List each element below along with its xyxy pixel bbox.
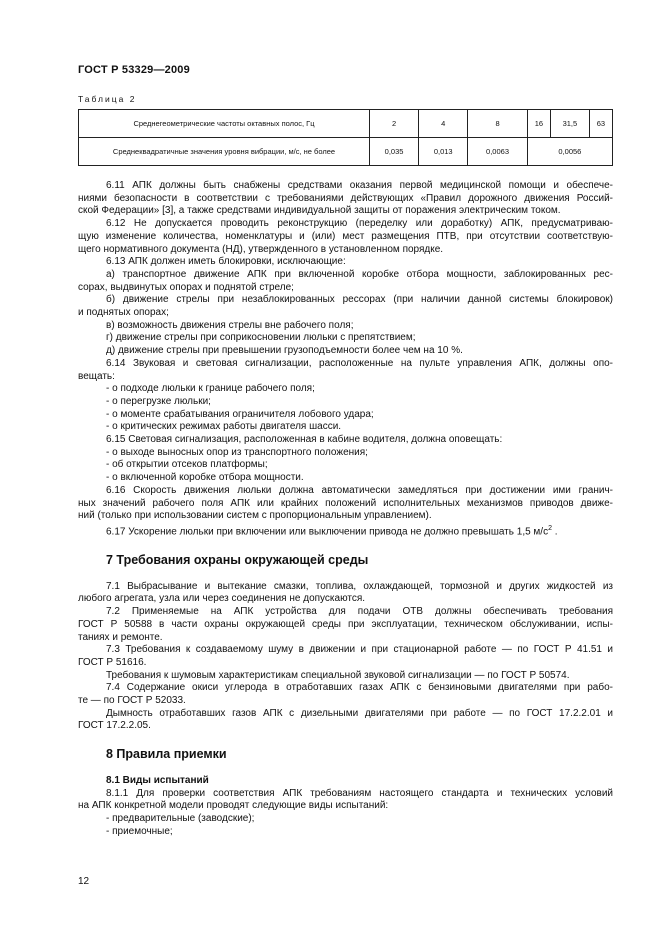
section-heading-8: 8 Правила приемки [106, 747, 227, 762]
list-item: - о перегрузке люльки; [106, 395, 211, 407]
table-cell: 63 [589, 110, 612, 138]
paragraph: 7.3 Требования к создаваемому шуму в движении и при стационарной работе — по ГОСТ Р 41.51 и [106, 644, 613, 656]
table-cell: 16 [527, 110, 550, 138]
document-body [78, 180, 613, 838]
paragraph: и поднятых опорах; [78, 307, 169, 319]
paragraph: б) движение стрелы при незаблокированных рессорах (при наличии данной системы блокировок) [106, 294, 613, 306]
paragraph: 7.1 Выбрасывание и вытекание смазки, топлива, охлаждающей, тормозной и других жидкостей из [106, 580, 613, 592]
list-item: - о критических режимах работы двигателя шасси. [106, 421, 342, 433]
paragraph: Дымность отработавших газов АПК с дизельными двигателями при работе — по ГОСТ 17.2.2.01 и [106, 707, 613, 719]
paragraph: таниях и ремонте. [78, 631, 163, 643]
standard-header: ГОСТ Р 53329—2009 [78, 64, 190, 76]
paragraph: ных значений рабочего поля АПК или крайних положений исполнительных механизмов приводов движе- [78, 497, 613, 509]
table-cell: 8 [468, 110, 528, 138]
list-item: - о подходе люльки к границе рабочего поля; [106, 383, 315, 395]
list-item: - о моменте срабатывания ограничителя лобового удара; [106, 408, 374, 420]
vibration-table [78, 109, 613, 166]
paragraph: 6.14 Звуковая и световая сигнализации, расположенные на пульте управления АПК, должны опо- [106, 357, 613, 369]
paragraph: вещать: [78, 370, 115, 382]
table-cell: 0,035 [370, 138, 419, 166]
table-cell-label: Среднеквадратичные значения уровня вибрации, м/с, не более [79, 138, 370, 166]
table-caption: Таблица 2 [78, 94, 137, 104]
paragraph: Требования к шумовым характеристикам специальной звуковой сигнализации — по ГОСТ Р 50574. [106, 669, 570, 681]
page-number: 12 [78, 876, 90, 887]
paragraph: г) движение стрелы при соприкосновении люльки с препятствием; [106, 332, 416, 344]
paragraph: 6.11 АПК должны быть снабжены средствами оказания первой медицинской помощи и обеспече- [106, 180, 613, 191]
paragraph: щую изменение количества, номенклатуры и (или) мест размещения ПТВ, при отсутствии соответствую- [78, 230, 613, 242]
table-cell: 0,0056 [527, 138, 612, 166]
list-item: - предварительные (заводские); [106, 812, 255, 824]
list-item: - о выходе выносных опор из транспортного положения; [106, 446, 368, 458]
paragraph: в) возможность движения стрелы вне рабочего поля; [106, 319, 354, 331]
table-cell: 2 [370, 110, 419, 138]
list-item: - об открытии отсеков платформы; [106, 459, 268, 471]
table-cell: 0,0063 [468, 138, 528, 166]
table-row [79, 110, 613, 138]
list-item: - о включенной коробке отбора мощности. [106, 472, 304, 484]
paragraph: 8.1.1 Для проверки соответствия АПК требованиям настоящего стандарта и технических условий [106, 787, 613, 799]
paragraph-end: . [552, 526, 558, 538]
paragraph: 7.4 Содержание окиси углерода в отработавших газах АПК с бензиновыми двигателями при рабо- [106, 682, 613, 694]
paragraph: 6.13 АПК должен иметь блокировки, исключающие: [106, 256, 346, 268]
table-cell: 4 [419, 110, 468, 138]
paragraph: 6.12 Не допускается проводить реконструкцию (переделку или доработку) АПК, предусматриваю- [106, 218, 613, 230]
paragraph: любого агрегата, узла или через соединения не допускаются. [78, 593, 366, 605]
paragraph: 7.2 Применяемые на АПК устройства для подачи ОТВ должны обеспечивать требования [106, 606, 613, 618]
paragraph: 6.16 Скорость движения люльки должна автоматически замедляться при достижении ими гранич- [106, 484, 613, 496]
paragraph: ГОСТ 17.2.2.05. [78, 720, 151, 732]
table-cell: 0,013 [419, 138, 468, 166]
table-cell-label: Среднегеометрические частоты октавных полос, Гц [79, 110, 370, 138]
paragraph-text: 6.17 Ускорение люльки при включении или выключении привода не должно превышать 1,5 м/с [106, 526, 549, 538]
paragraph: сорах, выдвинутых опорах и поднятой стреле; [78, 281, 294, 293]
paragraph: ской Федерации» [3], а также средствами индивидуальной защиты от поражения электрическим током. [78, 205, 561, 217]
section-heading-7: 7 Требования охраны окружающей среды [106, 553, 369, 568]
paragraph: щего нормативного документа (НД), утвержденного в установленном порядке. [78, 243, 444, 255]
table-cell: 31,5 [550, 110, 589, 138]
list-item: - приемочные; [106, 825, 173, 837]
paragraph: а) транспортное движение АПК при включенной коробке отбора мощности, заблокированных рес- [106, 268, 613, 280]
paragraph: ГОСТ Р 50588 в части охраны окружающей среды при эксплуатации, техническом обслуживании, испы- [78, 618, 613, 630]
superscript: 2 [548, 524, 552, 532]
paragraph: д) движение стрелы при превышении грузоподъемности более чем на 10 %. [106, 345, 463, 357]
subsection-heading: 8.1 Виды испытаний [106, 774, 209, 786]
paragraph [78, 523, 613, 539]
paragraph: ний (только при использовании систем с пропорциональным управлением). [78, 510, 432, 522]
paragraph: на АПК конкретной модели проводят следующие виды испытаний: [78, 800, 389, 812]
table-row [79, 138, 613, 166]
paragraph: те — по ГОСТ Р 52033. [78, 695, 186, 707]
paragraph: ГОСТ Р 51616. [78, 656, 147, 668]
paragraph: 6.15 Световая сигнализация, расположенная в кабине водителя, должна оповещать: [106, 434, 503, 446]
paragraph: ниями безопасности в соответствии с требованиями действующих «Правил дорожного движения Россий- [78, 192, 613, 204]
